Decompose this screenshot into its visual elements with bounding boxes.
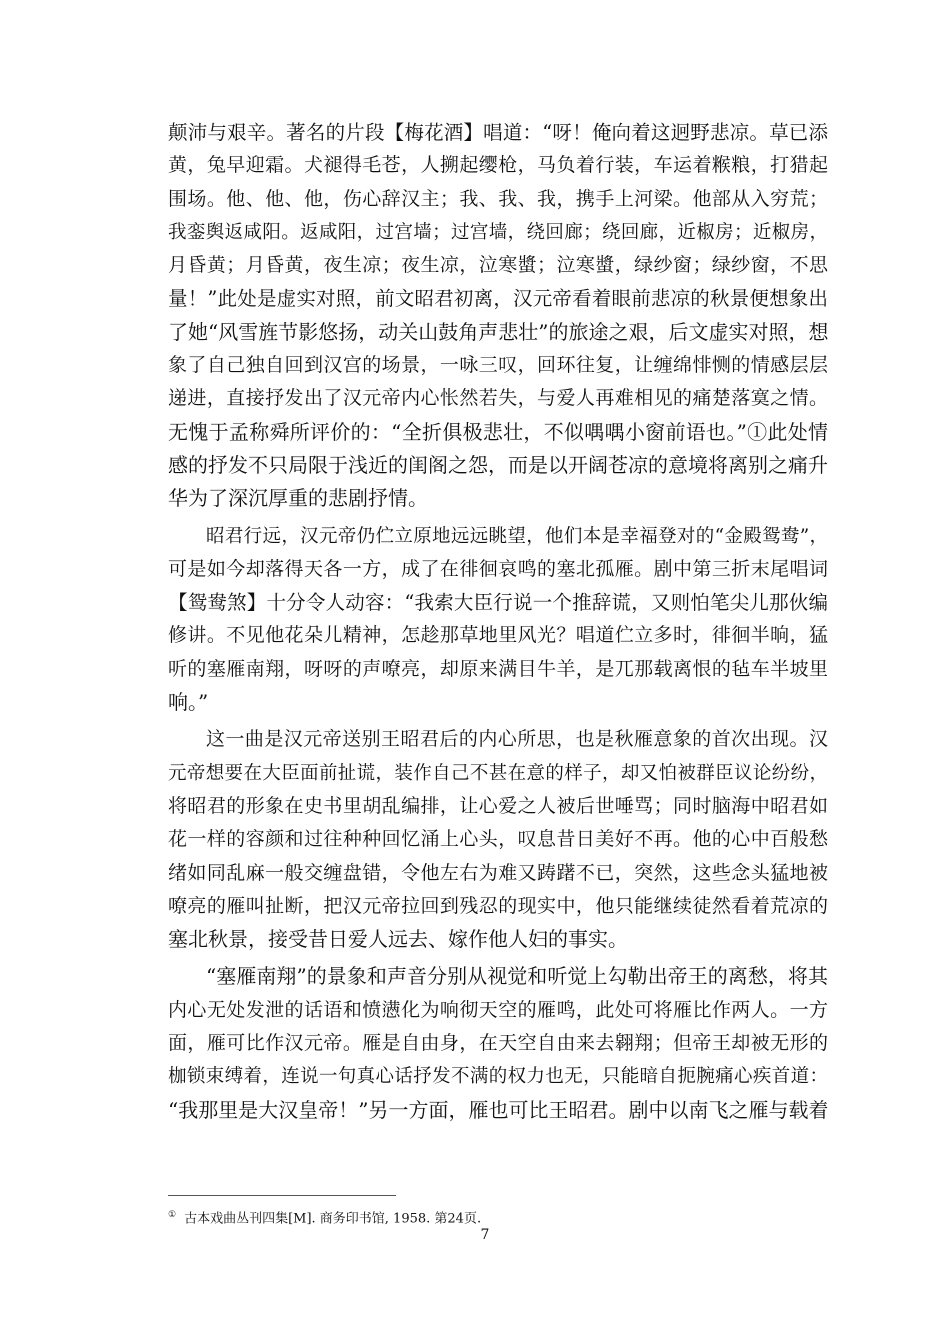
text-line: 听的塞雁南翔，呀呀的声嘹亮，却原来满目牛羊，是兀那载离恨的毡车半坡里 [168, 657, 828, 680]
text-line: 量！”此处是虚实对照，前文昭君初离，汉元帝看着眼前悲凉的秋景便想象出 [168, 287, 828, 311]
text-line: “我那里是大汉皇帝！”另一方面，雁也可比王昭君。剧中以南飞之雁与载着 [168, 1097, 828, 1122]
text-line: 可是如今却落得天各一方，成了在徘徊哀鸣的塞北孤雁。剧中第三折末尾唱词 [168, 557, 828, 580]
text-line: 昭君行远，汉元帝仍伫立原地远远眺望，他们本是幸福登对的“金殿鸳鸯”， [206, 525, 828, 547]
text-line: 【鸳鸯煞】十分令人动容：“我索大臣行说一个推辞谎，又则怕笔尖儿那伙编 [168, 591, 828, 615]
text-line: 这一曲是汉元帝送别王昭君后的内心所思，也是秋雁意象的首次出现。汉 [206, 728, 828, 751]
page-number: 7 [480, 1227, 490, 1243]
text-line: 感的抒发不只局限于浅近的闺阁之怨，而是以开阔苍凉的意境将离别之痛升 [168, 452, 828, 477]
text-line: 了她“风雪旌节影悠扬，动关山鼓角声悲壮”的旅途之艰，后文虚实对照，想 [168, 319, 828, 344]
text-line: 月昏黄；月昏黄，夜生凉；夜生凉，泣寒螿；泣寒螿，绿纱窗；绿纱窗，不思 [168, 254, 828, 277]
text-line: 修讲。不见他花朵儿精神，怎趁那草地里风光？唱道伫立多时，徘徊半晌，猛 [168, 624, 828, 647]
text-line: “塞雁南翔”的景象和声音分别从视觉和听觉上勾勒出帝王的离愁，将其 [206, 964, 828, 989]
text-line: 将昭君的形象在史书里胡乱编排，让心爱之人被后世唾骂；同时脑海中昭君如 [168, 794, 828, 817]
text-line: 面，雁可比作汉元帝。雁是自由身，在天空自由来去翱翔；但帝王却被无形的 [168, 1032, 828, 1055]
text-line: 黄，兔早迎霜。犬褪得毛苍，人搠起缨枪，马负着行装，车运着糇粮，打猎起 [168, 154, 828, 177]
text-line: 嘹亮的雁叫扯断，把汉元帝拉回到残忍的现实中，他只能继续徒然看着荒凉的 [168, 894, 828, 917]
text-line: 塞北秋景，接受昔日爱人远去、嫁作他人妇的事实。 [168, 927, 628, 952]
text-line: 内心无处发泄的话语和愤懑化为响彻天空的雁鸣，此处可将雁比作两人。一方 [168, 998, 828, 1021]
footnote [168, 1206, 828, 1228]
text-line: 递进，直接抒发出了汉元帝内心怅然若失，与爱人再难相见的痛楚落寞之情。 [168, 387, 828, 410]
text-line: 元帝想要在大臣面前扯谎，装作自己不甚在意的样子，却又怕被群臣议论纷纷， [168, 762, 828, 784]
text-line: 无愧于孟称舜所评价的：“全折俱极悲壮，不似喁喁小窗前语也。”①此处情 [168, 419, 828, 444]
text-line: 我銮舆返咸阳。返咸阳，过宫墙；过宫墙，绕回廊；绕回廊，近椒房；近椒房， [168, 221, 828, 243]
text-line: 绪如同乱麻一般交缠盘错，令他左右为难又踌躇不已，突然，这些念头猛地被 [168, 861, 828, 884]
text-line: 象了自己独自回到汉宫的场景，一咏三叹，回环往复，让缠绵悱恻的情感层层 [168, 354, 828, 377]
text-line: 围场。他、他、他，伤心辞汉主；我、我、我，携手上河梁。他部从入穷荒； [168, 187, 828, 210]
text-line: 花一样的容颜和过往种种回忆涌上心头，叹息昔日美好不再。他的心中百般愁 [168, 828, 828, 851]
footnote-separator [168, 1195, 396, 1196]
text-line: 颠沛与艰辛。著名的片段【梅花酒】唱道：“呀！俺向着这迥野悲凉。草已添 [168, 121, 828, 144]
text-line: 响。” [168, 690, 209, 715]
body-text [168, 116, 828, 1127]
text-line: 华为了深沉厚重的悲剧抒情。 [168, 486, 428, 511]
footnote-marker: ① [168, 1210, 177, 1220]
text-line: 枷锁束缚着，连说一句真心话抒发不满的权力也无，只能暗自扼腕痛心疾首道： [168, 1066, 828, 1088]
footnote-text: 古本戏曲丛刊四集[M]. 商务印书馆, 1958. 第24页. [184, 1211, 482, 1227]
